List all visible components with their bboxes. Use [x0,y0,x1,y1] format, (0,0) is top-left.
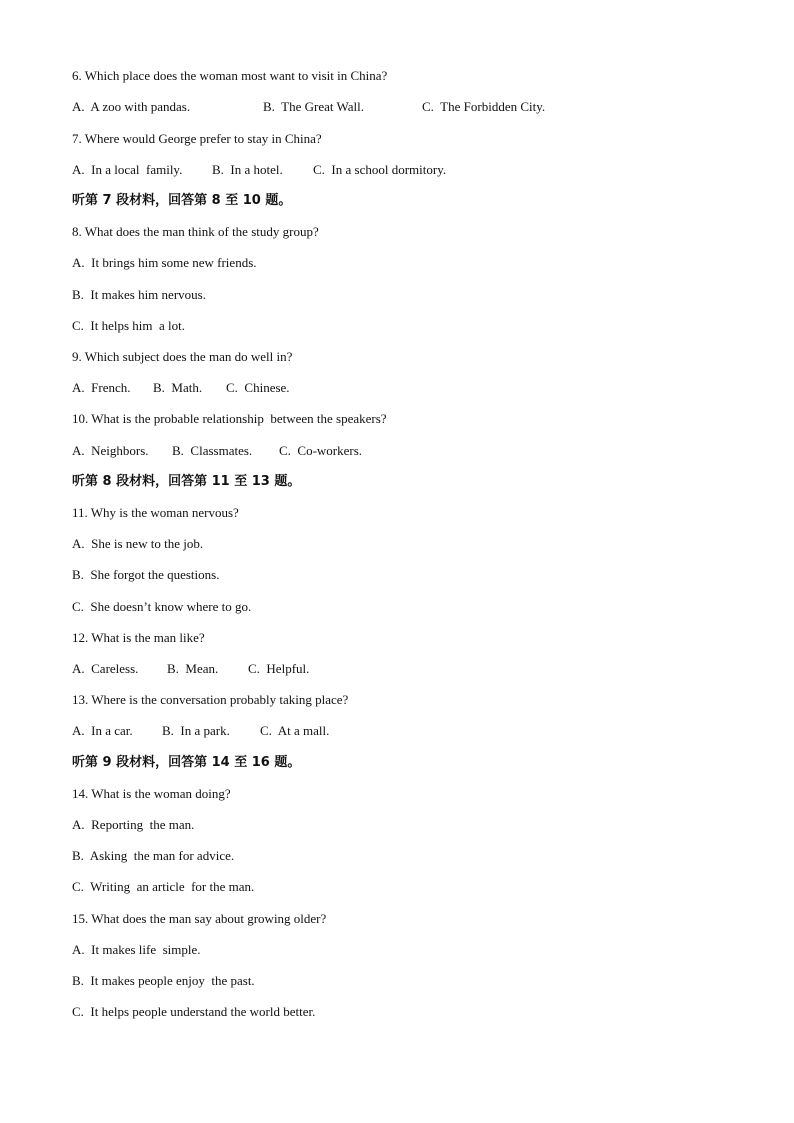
option-b: B. The Great Wall. [263,99,365,114]
question-9-options [72,380,672,396]
option-c: C. At a mall. [260,723,330,738]
option-b: B. Asking the man for advice. [72,848,235,863]
question-15: 15. What does the man say about growing older? [72,911,327,926]
option-a: A. Neighbors. [72,443,149,458]
question-12: 12. What is the man like? [72,630,205,645]
question-6-options [72,99,672,115]
option-a: A. It brings him some new friends. [72,255,257,270]
question-8: 8. What does the man think of the study group? [72,224,319,239]
question-12-options [72,661,672,677]
option-a: A. Reporting the man. [72,817,195,832]
question-10: 10. What is the probable relationship between the speakers? [72,411,387,426]
option-a: A. It makes life simple. [72,942,201,957]
option-a: A. Careless. [72,661,139,676]
option-b: B. Mean. [167,661,219,676]
option-b: B. Classmates. [172,443,253,458]
question-7: 7. Where would George prefer to stay in China? [72,131,322,146]
option-b: B. In a hotel. [212,162,283,177]
question-13: 13. Where is the conversation probably taking place? [72,692,349,707]
option-a: A. In a local family. [72,162,183,177]
option-b: B. Math. [153,380,203,395]
question-6: 6. Which place does the woman most want to visit in China? [72,68,388,83]
option-b: B. It makes him nervous. [72,287,206,302]
question-11: 11. Why is the woman nervous? [72,505,239,520]
section-heading-9: 听第 9 段材料，回答第 14 至 16 题。 [72,755,301,770]
option-c: C. It helps him a lot. [72,318,186,333]
question-7-options [72,162,672,178]
question-9: 9. Which subject does the man do well in? [72,349,293,364]
option-b: B. In a park. [162,723,230,738]
option-a: A. She is new to the job. [72,536,204,551]
option-a: A. In a car. [72,723,133,738]
option-b: B. She forgot the questions. [72,567,220,582]
option-b: B. It makes people enjoy the past. [72,973,255,988]
option-a: A. French. [72,380,131,395]
option-c: C. Writing an article for the man. [72,879,255,894]
option-c: C. Co-workers. [279,443,363,458]
section-heading-7: 听第 7 段材料，回答第 8 至 10 题。 [72,193,292,208]
option-c: C. In a school dormitory. [313,162,447,177]
question-13-options [72,723,672,739]
option-c: C. Chinese. [226,380,290,395]
question-14: 14. What is the woman doing? [72,786,231,801]
option-c: C. The Forbidden City. [422,99,546,114]
question-10-options [72,443,672,459]
section-heading-8: 听第 8 段材料，回答第 11 至 13 题。 [72,474,301,489]
option-a: A. A zoo with pandas. [72,99,191,114]
option-c: C. It helps people understand the world better. [72,1004,316,1019]
option-c: C. Helpful. [248,661,310,676]
option-c: C. She doesn’t know where to go. [72,599,252,614]
